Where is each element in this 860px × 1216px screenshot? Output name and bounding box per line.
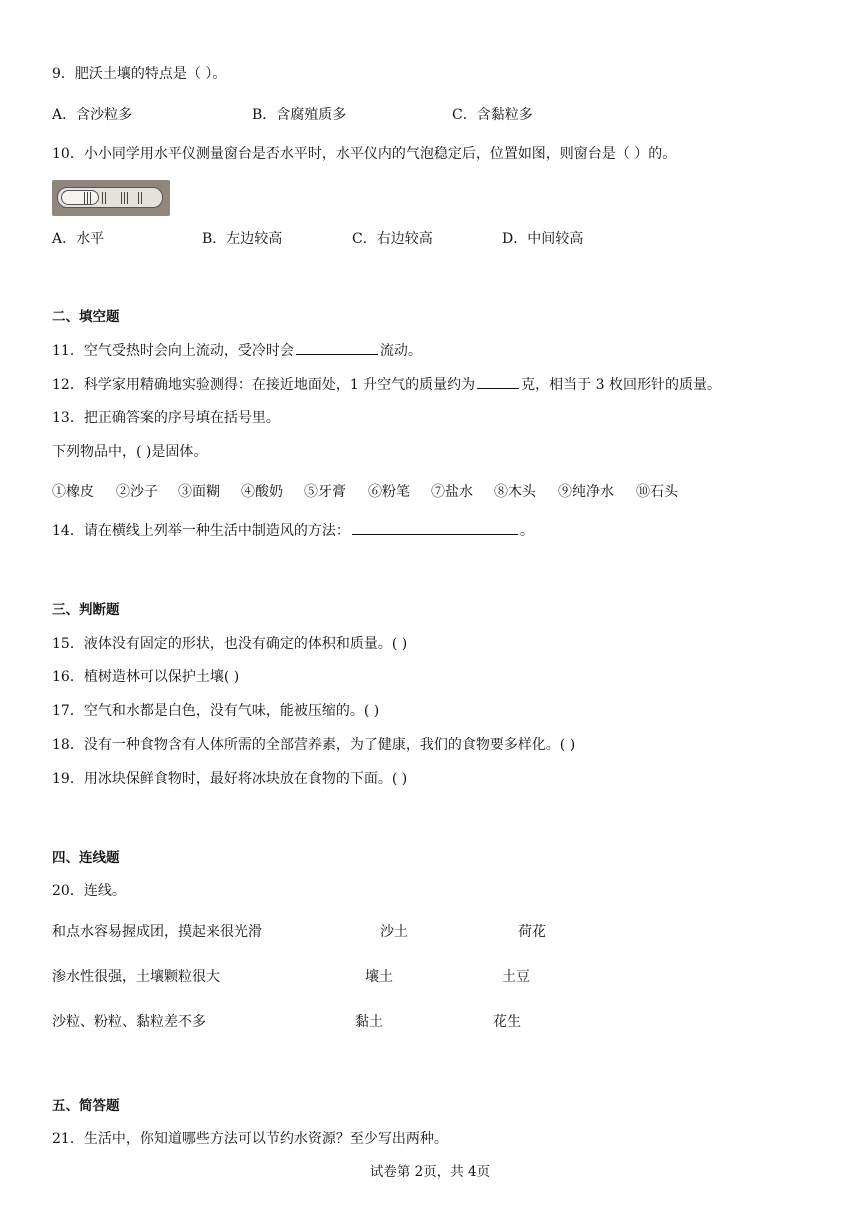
question-21: 21．生活中，你知道哪些方法可以节约水资源？至少写出两种。	[52, 1131, 448, 1147]
q13-item: ⑥粉笔	[368, 484, 410, 500]
spirit-level-image	[52, 180, 170, 216]
q20-left-item: 渗水性很强，土壤颗粒很大	[52, 969, 220, 985]
section-5-title: 五、简答题	[52, 1098, 120, 1114]
q13-item: ⑧木头	[494, 484, 536, 500]
level-bubble	[61, 190, 99, 205]
page-footer: 试卷第 2页，共 4页	[369, 1164, 491, 1180]
question-20-stem: 20．连线。	[52, 883, 126, 899]
q13-item: ⑤牙膏	[304, 484, 346, 500]
question-16: 16．植树造林可以保护土壤( )	[52, 669, 240, 685]
q10-option-c: C．右边较高	[352, 231, 433, 247]
q14-answer-blank[interactable]	[352, 520, 518, 535]
question-13-sub: 下列物品中，( )是固体。	[52, 444, 208, 460]
question-9-stem: 9．肥沃土壤的特点是（ ）。	[52, 66, 227, 82]
q9-option-a: A．含沙粒多	[52, 107, 133, 123]
section-2-title: 二、填空题	[52, 309, 120, 325]
q10-option-d: D．中间较高	[502, 231, 584, 247]
q13-item: ⑨纯净水	[558, 484, 614, 500]
q20-middle-item: 壤土	[365, 969, 393, 985]
section-4-title: 四、连线题	[52, 850, 120, 866]
question-11: 11．空气受热时会向上流动，受冷时会 流动。	[52, 340, 422, 361]
q20-right-item: 花生	[493, 1014, 521, 1030]
q20-left-item: 沙粒、粉粒、黏粒差不多	[52, 1014, 206, 1030]
q9-option-b: B．含腐殖质多	[252, 107, 347, 123]
q20-middle-item: 沙土	[380, 924, 408, 940]
q13-item: ②沙子	[116, 484, 158, 500]
q13-item: ⑦盐水	[431, 484, 473, 500]
q9-option-c: C．含黏粒多	[452, 107, 533, 123]
q13-item: ④酸奶	[241, 484, 283, 500]
q12-answer-blank[interactable]	[477, 374, 519, 389]
question-13-stem: 13．把正确答案的序号填在括号里。	[52, 410, 280, 426]
question-19: 19．用冰块保鲜食物时，最好将冰块放在食物的下面。( )	[52, 771, 408, 787]
question-10-stem: 10．小小同学用水平仪测量窗台是否水平时，水平仪内的气泡稳定后，位置如图，则窗台是（ ）的。	[52, 146, 677, 162]
q13-item: ①橡皮	[52, 484, 94, 500]
section-3-title: 三、判断题	[52, 602, 120, 618]
question-15: 15．液体没有固定的形状，也没有确定的体积和质量。( )	[52, 636, 408, 652]
q10-option-a: A．水平	[52, 231, 105, 247]
q20-right-item: 荷花	[518, 924, 546, 940]
q11-answer-blank[interactable]	[296, 340, 378, 355]
q20-right-item: 土豆	[502, 969, 530, 985]
q20-middle-item: 黏土	[355, 1014, 383, 1030]
q13-item: ⑩石头	[636, 484, 678, 500]
question-18: 18．没有一种食物含有人体所需的全部营养素，为了健康，我们的食物要多样化。( )	[52, 737, 576, 753]
q10-option-b: B．左边较高	[202, 231, 283, 247]
q13-item: ③面糊	[178, 484, 220, 500]
question-17: 17．空气和水都是白色，没有气味，能被压缩的。( )	[52, 703, 380, 719]
question-14: 14．请在横线上列举一种生活中制造风的方法： 。	[52, 520, 534, 541]
q20-left-item: 和点水容易握成团，摸起来很光滑	[52, 924, 262, 940]
question-12: 12．科学家用精确地实验测得：在接近地面处，1 升空气的质量约为 克，相当于 3 枚回形针的质量。	[52, 374, 721, 395]
